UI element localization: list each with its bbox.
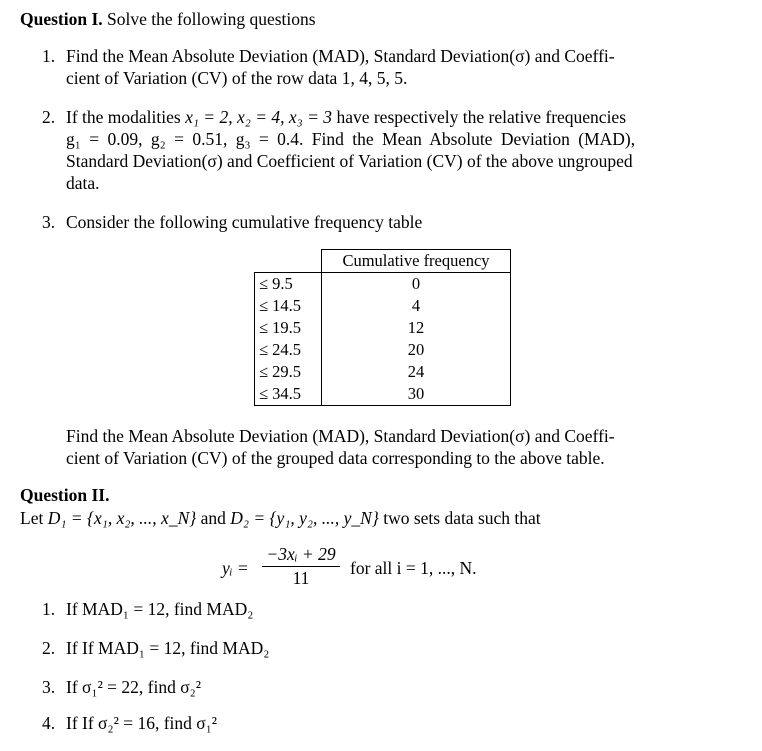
class-upper-bound: ≤ 34.5 (255, 383, 322, 406)
question-2-definition (20, 507, 541, 529)
question-1-instruction: Solve the following questions (107, 9, 316, 29)
q2-item-2-number: 2. (42, 638, 56, 658)
let-word: Let (20, 508, 44, 528)
q1-item-1-line-1: Find the Mean Absolute Deviation (MAD), Standard Deviation(σ) and Coeffi- (66, 46, 615, 66)
q1-item-1-line-2: cient of Variation (CV) of the row data 1, 4, 5, 5. (66, 68, 408, 88)
table-header-blank (255, 250, 322, 273)
q1-item-1-text (66, 45, 706, 89)
class-upper-bound: ≤ 9.5 (255, 273, 322, 296)
table-body (255, 273, 511, 406)
formula-condition: for all i = 1, ..., N. (350, 558, 477, 578)
q1-item-2-number: 2. (42, 107, 56, 127)
class-upper-bound: ≤ 14.5 (255, 295, 322, 317)
formula-denominator: 11 (292, 568, 310, 588)
cumulative-frequency-value: 4 (322, 295, 511, 317)
question-2-heading: Question II. (20, 485, 110, 505)
q1-item-3-number: 3. (42, 212, 56, 232)
q2-item-4-number: 4. (42, 713, 56, 733)
q2-item-3-number: 3. (42, 677, 56, 697)
q2-item-4-text: If If σ₂² = 16, find σ₁² (66, 713, 218, 733)
formula-numerator: −3xᵢ + 29 (266, 544, 336, 564)
table-row (255, 317, 511, 339)
cumulative-frequency-value: 0 (322, 273, 511, 296)
class-upper-bound: ≤ 29.5 (255, 361, 322, 383)
q1-item-2-line-1 (66, 106, 706, 128)
q2-item-2-text: If If MAD₁ = 12, find MAD₂ (66, 638, 270, 658)
q1-item-3-question (66, 425, 706, 469)
cumulative-frequency-value: 12 (322, 317, 511, 339)
definition-suffix: two sets data such that (383, 508, 541, 528)
table-row (255, 383, 511, 406)
cumulative-frequency-value: 20 (322, 339, 511, 361)
question-1-heading (20, 8, 316, 30)
q1-item-3-question-line-1: Find the Mean Absolute Deviation (MAD), Standard Deviation(σ) and Coeffi- (66, 426, 615, 446)
q1-item-2-text (66, 106, 706, 194)
q1-item-3-intro: Consider the following cumulative frequency table (66, 212, 423, 232)
q1-item-2-line-2: g₁ = 0.09, g₂ = 0.51, g₃ = 0.4. Find the Mean Absolute Deviation (MAD), (66, 129, 636, 149)
q1-item-3-question-line-2: cient of Variation (CV) of the grouped data corresponding to the above table. (66, 448, 605, 468)
cumulative-frequency-value: 24 (322, 361, 511, 383)
formula-lhs: yᵢ = (222, 558, 249, 578)
set-d2: D₂ = {y₁, y₂, ..., y_N} (230, 508, 379, 528)
q1-item-2-prefix: If the modalities (66, 107, 181, 127)
table-row (255, 361, 511, 383)
q2-item-1-number: 1. (42, 599, 56, 619)
table-header-cumulative-frequency: Cumulative frequency (322, 250, 511, 273)
table-row (255, 339, 511, 361)
q1-item-2-suffix: have respectively the relative frequencies (336, 107, 627, 127)
cumulative-frequency-value: 30 (322, 383, 511, 406)
question-1-label: Question I. (20, 9, 103, 29)
q1-item-1-number: 1. (42, 46, 56, 66)
table-row (255, 295, 511, 317)
cumulative-frequency-table (254, 249, 511, 406)
q1-item-2-line-3: Standard Deviation(σ) and Coefficient of Variation (CV) of the above ungrouped (66, 151, 633, 171)
set-d1: D₁ = {x₁, x₂, ..., x_N} (47, 508, 197, 528)
table-row (255, 273, 511, 296)
class-upper-bound: ≤ 24.5 (255, 339, 322, 361)
and-word: and (200, 508, 226, 528)
q2-item-1-text: If MAD₁ = 12, find MAD₂ (66, 599, 254, 619)
q2-item-3-text: If σ₁² = 22, find σ₂² (66, 677, 202, 697)
q1-item-2-modalities: x₁ = 2, x₂ = 4, x₃ = 3 (185, 107, 333, 127)
class-upper-bound: ≤ 19.5 (255, 317, 322, 339)
q1-item-2-line-4: data. (66, 173, 100, 193)
